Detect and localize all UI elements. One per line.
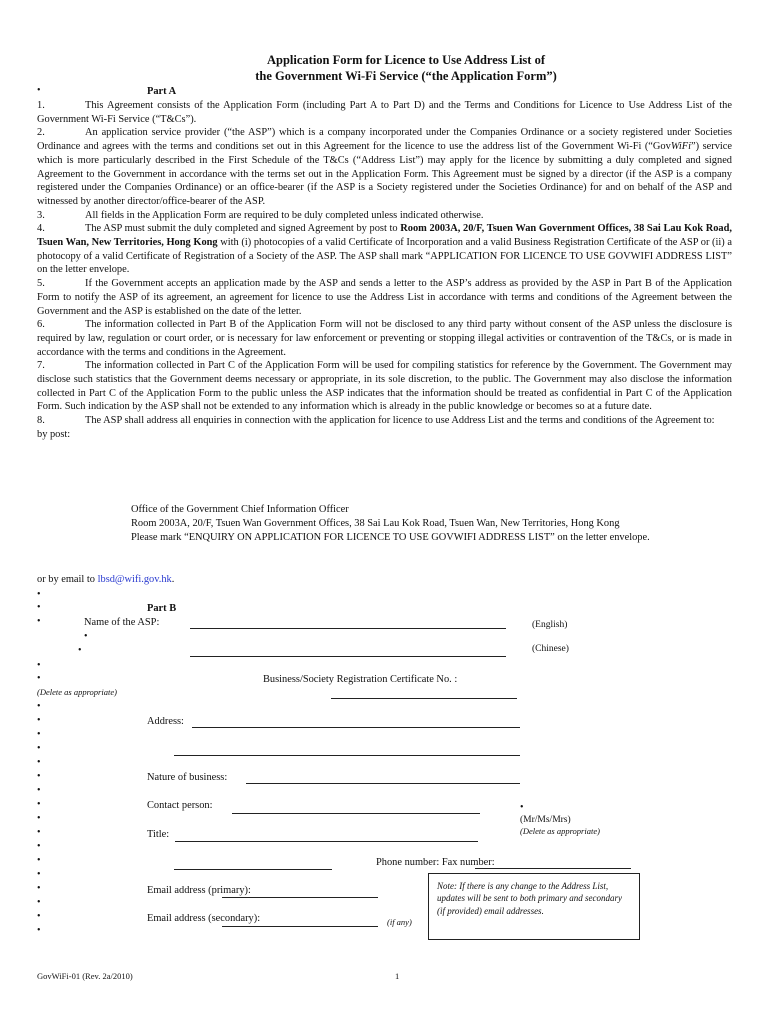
asp-name-chinese-field[interactable]	[190, 656, 506, 657]
title-choice-mr-ms-mrs[interactable]: (Mr/Ms/Mrs)	[520, 815, 571, 825]
title-field[interactable]	[175, 841, 478, 842]
form-title	[0, 52, 770, 84]
email-primary-field[interactable]	[222, 897, 378, 898]
bullet-icon: •	[37, 897, 41, 908]
address-room: Room 2003A, 20/F, Tsuen Wan Government Offices, 38 Sai Lau Kok Road, Tsuen Wan, New Territories, Hong Kong	[131, 518, 620, 529]
email-secondary-label: Email address (secondary):	[147, 913, 261, 924]
asp-name-english-field[interactable]	[190, 628, 506, 629]
english-label: (English)	[532, 620, 568, 630]
asp-name-label: Name of the ASP:	[84, 617, 160, 628]
email-change-note: Note: If there is any change to the Address List, updates will be sent to both primary and secondary (if provided) email addresses.	[428, 873, 640, 940]
bullet-icon: •	[37, 869, 41, 880]
registration-cert-label: Business/Society Registration Certificate No. :	[263, 674, 458, 685]
clause-2: 2. An application service provider (“the ASP”) which is a company incorporated under the Companies Ordinance or a society registered under Societies Ordinance and agrees with the terms and conditions set out in this Agreement for the licence to use the address list of the Government Wi-Fi (“GovWiFi”) service which is more particularly described in the First Schedule of the T&Cs (“Address List”) may apply for the licence by submitting a duly completed and signed Agreement to the Government in accordance with the terms set out in the Application Form. This Agreement must be signed by a director (if the ASP is a company registered under the Companies Ordinance) or an office-bearer (if the ASP is a Society registered under the Societies Ordinance) for and on behalf of the ASP and witnessed by another director/office-bearer of the ASP.	[37, 127, 732, 207]
bullet-icon: •	[37, 660, 41, 671]
bullet-icon: •	[520, 802, 524, 813]
bullet-icon: •	[37, 715, 41, 726]
nature-of-business-label: Nature of business:	[147, 772, 228, 783]
bullet-icon: •	[37, 85, 41, 96]
email-enquiry-line: or by email to lbsd@wifi.gov.hk.	[37, 574, 175, 585]
bullet-icon: •	[37, 602, 41, 613]
nature-of-business-field[interactable]	[246, 783, 520, 784]
phone-number-field[interactable]	[174, 869, 332, 870]
clause-8: 8. The ASP shall address all enquiries in connection with the application for licence to use Address List and the terms and conditions of the Agreement to:	[37, 415, 715, 427]
clause-5: 5. If the Government accepts an application made by the ASP and sends a letter to the ASP’s address as provided by the ASP in Part B of the Application Form to notify the ASP of its agreement, an agreement for licence to use the Address List in accordance with terms and conditions of the Agreement between the Government and the ASP is established on the date of the letter.	[37, 278, 732, 317]
bullet-icon: •	[37, 827, 41, 838]
if-any-note: (if any)	[387, 917, 412, 927]
email-secondary-field[interactable]	[222, 926, 378, 927]
phone-fax-label: Phone number: Fax number:	[376, 857, 495, 868]
bullet-icon: •	[37, 883, 41, 894]
bullet-icon: •	[37, 616, 41, 627]
email-primary-label: Email address (primary):	[147, 885, 251, 896]
address-marking: Please mark “ENQUIRY ON APPLICATION FOR LICENCE TO USE GOVWIFI ADDRESS LIST” on the letter envelope.	[131, 532, 650, 543]
bullet-icon: •	[37, 855, 41, 866]
title-label: Title:	[147, 829, 170, 840]
bullet-icon: •	[37, 589, 41, 600]
registration-cert-field[interactable]	[331, 698, 517, 699]
bullet-icon: •	[37, 757, 41, 768]
bullet-icon: •	[37, 743, 41, 754]
bullet-icon: •	[37, 771, 41, 782]
bullet-icon: •	[37, 799, 41, 810]
bullet-icon: •	[37, 813, 41, 824]
clause-3: 3. All fields in the Application Form are required to be duly completed unless indicated otherwise.	[37, 209, 484, 221]
title-line-2: the Government Wi-Fi Service (“the Application Form”)	[255, 69, 557, 83]
bullet-icon: •	[37, 925, 41, 936]
address-label: Address:	[147, 716, 184, 727]
delete-as-appropriate-note: (Delete as appropriate)	[37, 687, 117, 697]
delete-as-appropriate-note-2: (Delete as appropriate)	[520, 826, 600, 836]
clause-1: 1. This Agreement consists of the Application Form (including Part A to Part D) and the Terms and Conditions for Licence to Use Address List of the Government Wi-Fi Service (“T&Cs”).	[37, 100, 732, 125]
bullet-icon: •	[37, 785, 41, 796]
bullet-icon: •	[37, 841, 41, 852]
bullet-icon: •	[37, 673, 41, 684]
contact-person-field[interactable]	[232, 813, 480, 814]
chinese-label: (Chinese)	[532, 644, 569, 654]
part-a-body	[37, 99, 732, 442]
bullet-icon: •	[37, 729, 41, 740]
part-a-heading: Part A	[147, 86, 177, 97]
by-post-label: by post:	[37, 428, 71, 440]
page-number: 1	[395, 971, 400, 981]
clause-6: 6. The information collected in Part B of the Application Form will not be disclosed to any third party without consent of the ASP unless the disclosure is required by law, regulation or court order, or is necessary for law enforcement or preventing or stopping illegal activities or contravention of the T&Cs, or is made in accordance with the terms and conditions in the Agreement.	[37, 319, 732, 358]
form-code: GovWiFi-01 (Rev. 2a/2010)	[37, 971, 133, 981]
clause-7: 7. The information collected in Part C of the Application Form will be used for compiling statistics for reference by the Government. The Government may disclose such statistics that the Government deems necessary or appropriate, in its sole discretion, to the public. The Government may also disclose the information collected in Part C of the Application Form to the public unless the ASP indicates that the information should be treated as confidential in Part C of the Application Form. Such indication by the ASP shall not be extended to any information which is already in the public knowledge or becomes so at a future date.	[37, 360, 732, 413]
address-field-line-2[interactable]	[174, 755, 520, 756]
bullet-icon: •	[84, 631, 88, 642]
clause-4: 4. The ASP must submit the duly completed and signed Agreement by post to Room 2003A, 20/F, Tsuen Wan Government Offices, 38 Sai Lau Kok Road, Tsuen Wan, New Territories, Hong Kong with (i) photocopies of a valid Certificate of Incorporation and a valid Business Registration Certificate of the ASP or (ii) a photocopy of a valid Certificate of Registration of a Society of the ASP. The ASP shall mark “APPLICATION FOR LICENCE TO USE GOVWIFI ADDRESS LIST” on the letter envelope.	[37, 223, 732, 276]
bullet-icon: •	[78, 645, 82, 656]
contact-person-label: Contact person:	[147, 800, 213, 811]
bullet-icon: •	[37, 911, 41, 922]
enquiry-email-link[interactable]: lbsd@wifi.gov.hk	[97, 574, 172, 585]
bullet-icon: •	[37, 701, 41, 712]
address-office: Office of the Government Chief Information Officer	[131, 504, 349, 515]
part-b-heading: Part B	[147, 603, 177, 614]
address-field-line-1[interactable]	[192, 727, 520, 728]
enquiry-postal-address	[131, 503, 721, 545]
fax-number-field[interactable]	[475, 868, 631, 869]
title-line-1: Application Form for Licence to Use Address List of	[267, 53, 545, 67]
